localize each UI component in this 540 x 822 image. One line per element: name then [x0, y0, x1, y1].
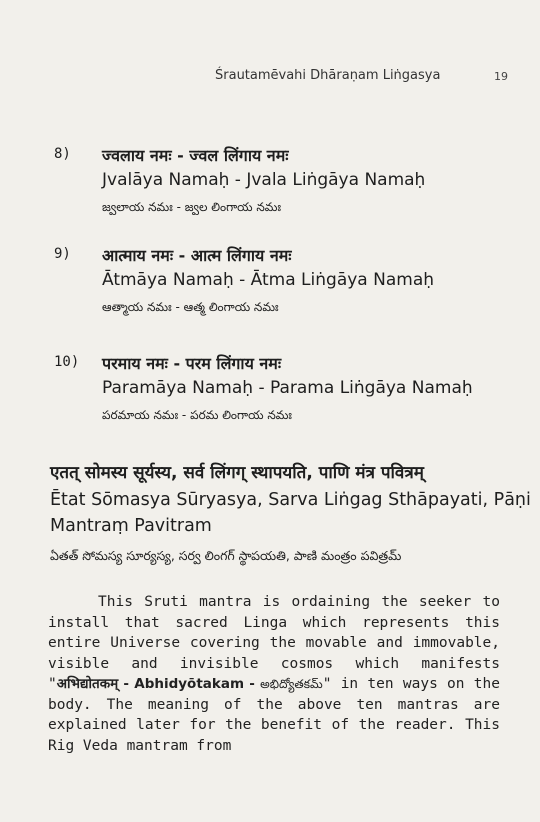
- entry-telugu: జ్వలాయ నమః - జ్వల లింగాయ నమః: [102, 200, 282, 214]
- mantra-devanagari: एतत् सोमस्य सूर्यस्य, सर्व लिंगग् स्थापयति, पाणि मंत्र पवित्रम्: [50, 463, 424, 483]
- entry-number: 9): [54, 246, 71, 262]
- entry-number: 10): [54, 354, 80, 370]
- mantra-roman-line2: Mantraṃ Pavitram: [50, 516, 212, 536]
- entry-devanagari: ज्वलाय नमः - ज्वल लिंगाय नमः: [102, 146, 289, 165]
- running-head: Śrautamēvahi Dhāraṇam Liṅgasya: [215, 68, 441, 83]
- entry-devanagari: आत्माय नमः - आत्म लिंगाय नमः: [102, 246, 292, 265]
- entry-telugu: ఆత్మాయ నమః - ఆత్మ లింగాయ నమః: [102, 300, 279, 314]
- mantra-telugu: ఏతత్ సోమస్య సూర్యస్య, సర్వ లింగగ్ స్థాపయతి, పాణి మంత్రం పవిత్రమ్: [50, 548, 402, 563]
- entry-number: 8): [54, 146, 71, 162]
- abhidyotakam-term: अभिद्योतकम् - Abhidyōtakam -: [56, 676, 261, 692]
- entry-roman: Paramāya Namaḥ - Parama Liṅgāya Namaḥ: [102, 378, 473, 398]
- entry-roman: Ātmāya Namaḥ - Ātma Liṅgāya Namaḥ: [102, 270, 435, 290]
- entry-telugu: పరమాయ నమః - పరమ లింగాయ నమః: [102, 408, 292, 422]
- page-number: 19: [494, 70, 508, 83]
- mantra-roman-line1: Ētat Sōmasya Sūryasya, Sarva Liṅgag Sthāpayati, Pāṇi: [50, 490, 531, 510]
- explanation-paragraph: [48, 592, 500, 756]
- page-header: [0, 68, 540, 88]
- paragraph-text-start: This Sruti mantra is ordaining the seeker to install that sacred Linga which represents this entire Universe covering the movable and immovable, visible and invisible cosmos which manifests ": [48, 594, 500, 692]
- abhidyotakam-telugu: అభిద్యోతకమ్: [260, 677, 323, 691]
- entry-roman: Jvalāya Namaḥ - Jvala Liṅgāya Namaḥ: [102, 170, 426, 190]
- entry-devanagari: परमाय नमः - परम लिंगाय नमः: [102, 354, 282, 373]
- paragraph-text-end: " in ten ways on the body. The meaning of the above ten mantras are explained later for the benefit of the reader. This Rig Veda mantram from: [48, 676, 500, 754]
